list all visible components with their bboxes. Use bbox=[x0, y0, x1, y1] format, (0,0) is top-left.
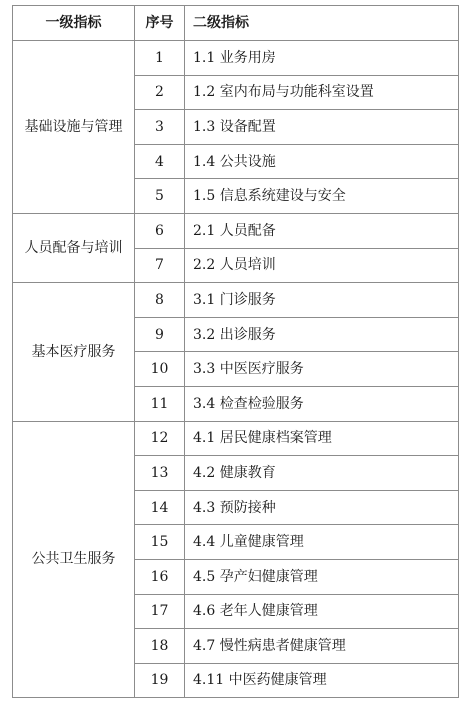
header-serial: 序号 bbox=[135, 6, 185, 41]
level1-indicator-cell: 基础设施与管理 bbox=[13, 41, 135, 214]
serial-number-cell: 2 bbox=[135, 75, 185, 110]
level2-indicator-cell: 1.4 公共设施 bbox=[185, 144, 459, 179]
serial-number-cell: 9 bbox=[135, 317, 185, 352]
serial-number-cell: 13 bbox=[135, 456, 185, 491]
level2-indicator-cell: 4.3 预防接种 bbox=[185, 490, 459, 525]
serial-number-cell: 4 bbox=[135, 144, 185, 179]
serial-number-cell: 19 bbox=[135, 663, 185, 698]
header-row bbox=[13, 6, 459, 41]
level2-indicator-cell: 4.4 儿童健康管理 bbox=[185, 525, 459, 560]
level2-indicator-cell: 1.1 业务用房 bbox=[185, 41, 459, 76]
level1-indicator-cell: 公共卫生服务 bbox=[13, 421, 135, 698]
serial-number-cell: 16 bbox=[135, 559, 185, 594]
level2-indicator-cell: 3.3 中医医疗服务 bbox=[185, 352, 459, 387]
level2-indicator-cell: 2.2 人员培训 bbox=[185, 248, 459, 283]
level1-indicator-cell: 基本医疗服务 bbox=[13, 283, 135, 421]
serial-number-cell: 17 bbox=[135, 594, 185, 629]
level2-indicator-cell: 1.2 室内布局与功能科室设置 bbox=[185, 75, 459, 110]
level2-indicator-cell: 4.7 慢性病患者健康管理 bbox=[185, 629, 459, 664]
level2-indicator-cell: 2.1 人员配备 bbox=[185, 213, 459, 248]
level2-indicator-cell: 4.2 健康教育 bbox=[185, 456, 459, 491]
serial-number-cell: 14 bbox=[135, 490, 185, 525]
level2-indicator-cell: 4.11 中医药健康管理 bbox=[185, 663, 459, 698]
serial-number-cell: 15 bbox=[135, 525, 185, 560]
header-level2: 二级指标 bbox=[185, 6, 459, 41]
level2-indicator-cell: 3.1 门诊服务 bbox=[185, 283, 459, 318]
level1-indicator-cell: 人员配备与培训 bbox=[13, 213, 135, 282]
indicator-table bbox=[12, 5, 459, 698]
level2-indicator-cell: 4.1 居民健康档案管理 bbox=[185, 421, 459, 456]
table-row bbox=[13, 213, 459, 248]
serial-number-cell: 8 bbox=[135, 283, 185, 318]
level2-indicator-cell: 1.5 信息系统建设与安全 bbox=[185, 179, 459, 214]
level2-indicator-cell: 4.6 老年人健康管理 bbox=[185, 594, 459, 629]
serial-number-cell: 11 bbox=[135, 386, 185, 421]
serial-number-cell: 18 bbox=[135, 629, 185, 664]
serial-number-cell: 3 bbox=[135, 110, 185, 145]
serial-number-cell: 5 bbox=[135, 179, 185, 214]
serial-number-cell: 12 bbox=[135, 421, 185, 456]
table-row bbox=[13, 421, 459, 456]
serial-number-cell: 6 bbox=[135, 213, 185, 248]
header-level1: 一级指标 bbox=[13, 6, 135, 41]
level2-indicator-cell: 1.3 设备配置 bbox=[185, 110, 459, 145]
table-row bbox=[13, 41, 459, 76]
level2-indicator-cell: 3.4 检查检验服务 bbox=[185, 386, 459, 421]
serial-number-cell: 10 bbox=[135, 352, 185, 387]
table-body bbox=[13, 41, 459, 698]
table-row bbox=[13, 283, 459, 318]
serial-number-cell: 7 bbox=[135, 248, 185, 283]
level2-indicator-cell: 3.2 出诊服务 bbox=[185, 317, 459, 352]
level2-indicator-cell: 4.5 孕产妇健康管理 bbox=[185, 559, 459, 594]
serial-number-cell: 1 bbox=[135, 41, 185, 76]
